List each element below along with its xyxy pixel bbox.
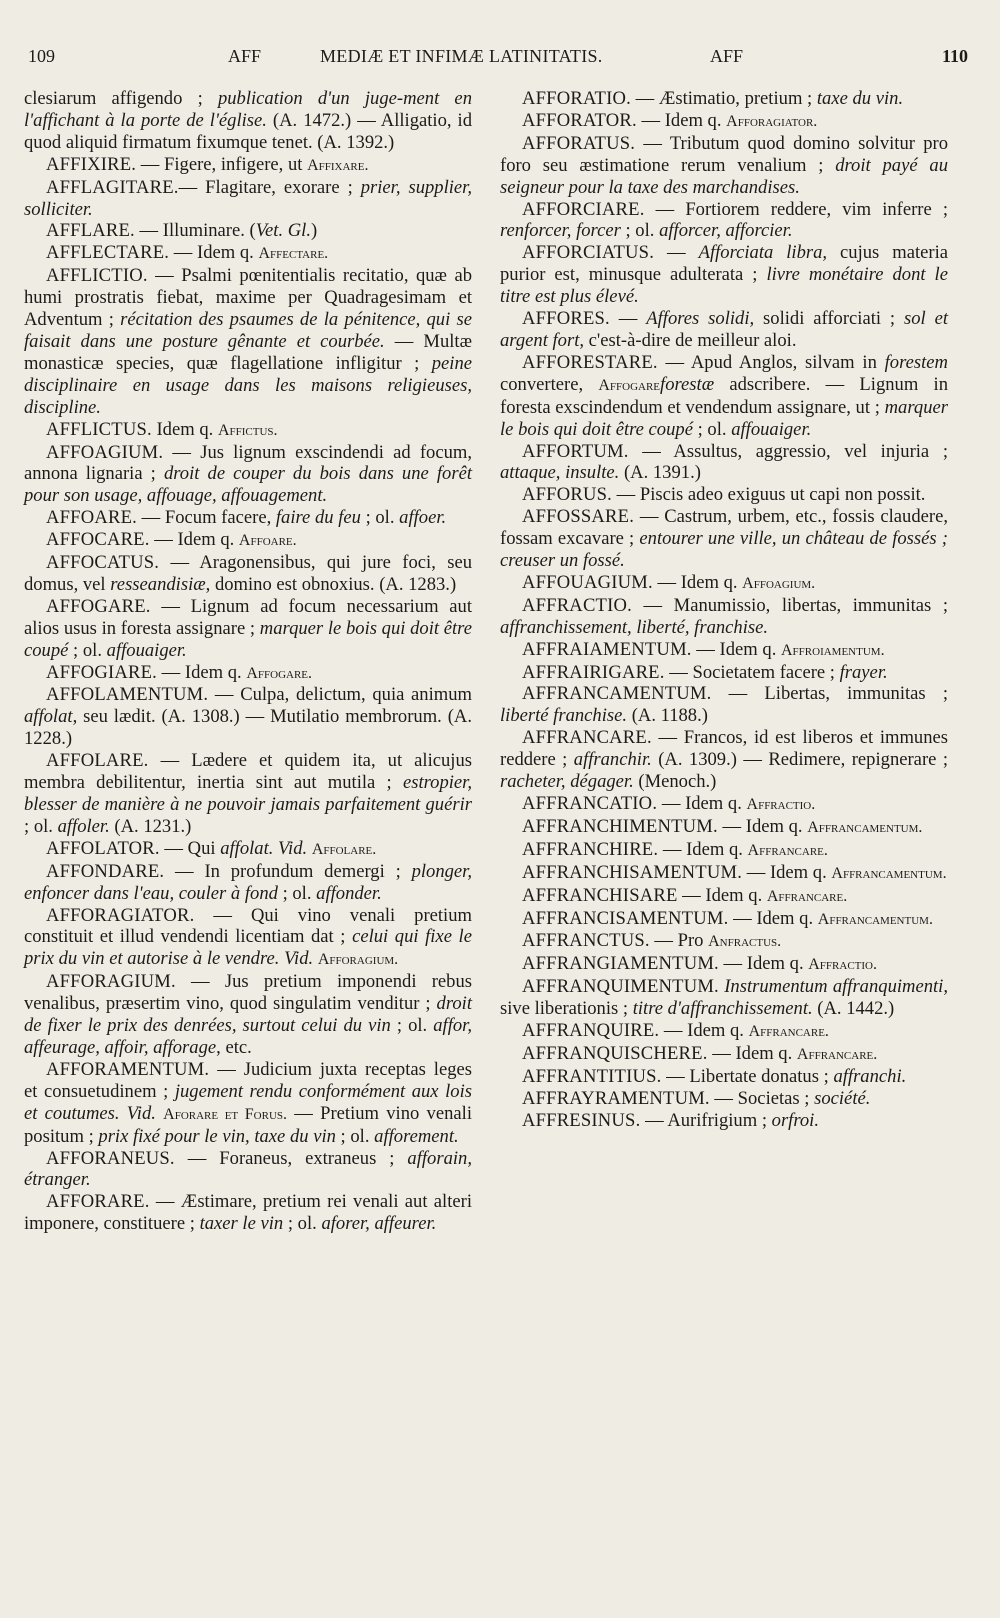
headword: AFFRANTITIUS. [522, 1065, 662, 1087]
headword: AFFOGARE. [46, 595, 151, 617]
dictionary-entry [500, 133, 948, 199]
definition-text: (A. 1442.) [812, 998, 895, 1020]
french-gloss: racheter, dégager. [500, 771, 634, 793]
french-gloss: afforement. [374, 1125, 459, 1147]
definition-text: — Pro [649, 930, 709, 952]
definition-text: solidi afforciati ; [754, 308, 904, 330]
headword: AFFRAIRIGARE. [522, 661, 665, 683]
french-gloss: droit payé au seigneur pour la taxe des marchandises. [500, 154, 948, 198]
french-gloss: marquer le bois qui doit être coupé [24, 617, 472, 661]
cross-reference: Affrancare. [796, 1045, 878, 1063]
dictionary-entry [24, 684, 472, 750]
definition-text: ; ol. [283, 1213, 322, 1235]
dictionary-entry [24, 1148, 472, 1192]
dictionary-entry [500, 1020, 948, 1043]
headword: AFFRANCHISARE [522, 884, 678, 906]
french-gloss: publication d'un juge-ment en l'affichant à la porte de l'église. [24, 88, 472, 131]
definition-text: — Apud Anglos, silvam in [657, 351, 885, 373]
headword: AFFORCIARE. [522, 198, 645, 220]
definition-text: ; ol. [335, 1125, 375, 1147]
headword: AFFOSSARE. [522, 506, 635, 528]
dictionary-entry [24, 265, 472, 418]
definition-text: — Idem q. [707, 1042, 797, 1064]
headword: AFFLECTARE. [46, 242, 170, 264]
dictionary-entry [500, 484, 948, 506]
french-gloss: titre d'affranchissement. [632, 998, 813, 1020]
dictionary-entry [500, 662, 948, 684]
dictionary-entry [500, 885, 948, 908]
dictionary-entry [24, 154, 472, 177]
definition-text: — Idem q. [636, 109, 727, 131]
cross-reference: Affrancamentum. [831, 864, 947, 882]
headword: AFFOAGIUM. [46, 441, 164, 463]
dictionary-entry [24, 419, 472, 442]
definition-text: — Psalmi pœnitentialis recitatio, quæ ab humi prostratis fiebat, maxime per Quadragesimam et Adventum ; [24, 265, 472, 331]
french-gloss: plonger, enfoncer dans l'eau, couler à fond [24, 860, 472, 904]
headword: AFFOCATUS. [46, 552, 160, 574]
headword: AFFOUAGIUM. [522, 571, 653, 593]
french-gloss: Affores solidi, [646, 308, 755, 330]
french-gloss: affranchi. [833, 1065, 907, 1087]
definition-text: — Lignum ad focum necessarium aut alios usus in foresta assignare ; [24, 595, 472, 639]
french-gloss: affor, affeurage, affoir, afforage [24, 1015, 472, 1058]
french-gloss: droit de fixer le prix des denrées, surtout celui du vin [24, 993, 472, 1037]
french-gloss: Afforciata libra, [698, 242, 828, 264]
french-gloss: jugement rendu conformément aux lois et coutumes. Vid. [24, 1080, 472, 1124]
headword: AFFOLAMENTUM. [46, 684, 209, 706]
french-gloss: attaque, insulte. [500, 462, 620, 484]
cross-reference: Affectare. [258, 245, 329, 263]
dictionary-entry [500, 572, 948, 595]
definition-text: — Idem q. [677, 884, 767, 906]
headword: AFFRANQUISCHERE. [522, 1042, 708, 1064]
french-gloss: récitation des psaumes de la pénitence, qui se faisait dans une posture gênante et courbée. [24, 309, 472, 352]
definition-text: , etc. [216, 1036, 252, 1058]
french-gloss: forestem [884, 351, 948, 373]
definition-text: ; ol. [24, 815, 58, 837]
headword: AFFRANCHIMENTUM. [522, 815, 718, 837]
headword: AFFORESTARE. [522, 351, 658, 373]
cross-reference: Affrancare. [747, 841, 828, 859]
definition-text: — Fortiorem reddere, vim inferre ; [644, 198, 948, 220]
headword: AFFORAMENTUM. [46, 1058, 210, 1080]
definition-text: ; ol. [390, 1015, 434, 1037]
headword: AFFRANCISAMENTUM. [522, 907, 729, 929]
french-gloss: afforain, étranger. [24, 1147, 472, 1191]
dictionary-entry [24, 861, 472, 905]
dictionary-entry [500, 1110, 948, 1132]
definition-text: — Idem q. [659, 1020, 749, 1042]
french-gloss: société. [814, 1087, 871, 1109]
cross-reference: Affolare. [311, 840, 377, 858]
dictionary-entry [24, 507, 472, 529]
definition-text: , seu lædit. (A. 1308.) — Mutilatio membrorum. (A. 1228.) [24, 706, 472, 750]
definition-text: adscribere. — Lignum in foresta exscindendum et vendendum assignare, ut [500, 373, 949, 418]
header-title: MEDIÆ ET INFIMÆ LATINITATIS. [320, 46, 603, 66]
headword: AFFORTUM. [522, 440, 629, 462]
headword: AFFLICTUS. [46, 418, 152, 440]
french-gloss: affranchir. [573, 749, 652, 771]
dictionary-entry [500, 1088, 948, 1110]
headword: AFFRANCAMENTUM. [522, 683, 712, 705]
headword: AFFORANEUS. [46, 1147, 175, 1169]
definition-text: — Æstimare, pretium rei venali aut alteri imponere, constituere ; [24, 1191, 472, 1235]
definition-text: ; ol. [692, 418, 732, 440]
cross-reference: Anfractus. [708, 933, 782, 951]
dictionary-entry [500, 953, 948, 976]
definition-text: — Manumissio, libertas, immunitas ; [631, 594, 948, 616]
headword: AFFLICTIO. [46, 265, 148, 287]
definition-text: — Lædere et quidem ita, ut alicujus membra debilitentur, inertia sint aut mutila ; [24, 750, 472, 794]
definition-text: — Aragonensibus, qui jure foci, seu domus, vel [24, 552, 472, 595]
french-gloss: forestæ [660, 373, 715, 395]
dictionary-entry [500, 930, 948, 953]
dictionary-entry [500, 199, 948, 243]
definition-text: — Idem q. [652, 571, 743, 593]
definition-text: (Menoch.) [633, 771, 717, 793]
french-gloss: taxe du vin. [816, 88, 904, 109]
definition-text: — Illuminare. ( [134, 220, 256, 242]
cross-reference: Affoagium. [742, 574, 816, 592]
headword: AFFRAYRAMENTUM. [522, 1087, 710, 1109]
french-gloss: estropier, blesser de manière à ne pouvoir jamais parfaitement guérir [24, 772, 472, 815]
dictionary-entry [24, 242, 472, 265]
dictionary-entry [500, 595, 948, 639]
headword: AFFONDARE. [46, 860, 165, 882]
headword: AFFOGIARE. [46, 661, 157, 683]
definition-text: clesiarum affigendo ; [24, 88, 218, 109]
dictionary-entry [500, 308, 948, 352]
header-keyword-left: AFF [228, 46, 262, 66]
definition-text: — Societas ; [709, 1087, 815, 1109]
cross-reference: Affrancamentum. [817, 910, 933, 928]
definition-text: — Idem q. [728, 907, 818, 929]
dictionary-entry [500, 976, 948, 1020]
dictionary-entry [500, 862, 948, 885]
right-column [500, 88, 948, 1132]
headword: AFFORATOR. [522, 109, 637, 131]
cross-reference: Affrancare. [748, 1023, 829, 1041]
french-gloss: affouaiger. [106, 639, 187, 661]
definition-text: — Figere, infigere, ut [136, 153, 308, 175]
definition-text: — [609, 308, 647, 330]
page-number-right: 110 [941, 46, 968, 66]
dictionary-entry [500, 839, 948, 862]
definition-text: — Culpa, delictum, quia animum [208, 684, 472, 706]
dictionary-entry [500, 441, 948, 485]
headword: AFFIXIRE. [46, 153, 137, 175]
headword: AFFORCIATUS. [522, 242, 655, 264]
dictionary-entry [24, 971, 472, 1059]
cross-reference: Affixare. [307, 156, 369, 174]
definition-text: — Jus pretium imponendi rebus venalibus, præsertim vino, quod singulatim venditur ; [24, 971, 472, 1015]
cross-reference: Aforare et Forus. [163, 1105, 288, 1123]
cross-reference: Affrancare. [766, 887, 848, 905]
dictionary-entry [500, 352, 948, 441]
headword: AFFRANCHISAMENTUM. [522, 861, 743, 883]
headword: AFFOLARE. [46, 750, 149, 772]
french-gloss: orfroi. [771, 1109, 819, 1131]
headword: AFFRANCATIO. [522, 793, 658, 814]
headword: AFFRESINUS. [522, 1109, 641, 1131]
french-gloss: marquer le bois qui doit être coupé [500, 396, 948, 440]
headword: AFFORUS. [522, 484, 612, 506]
definition-text: ; ol. [277, 882, 317, 904]
definition-text: — Assultus, aggressio, vel injuria ; [628, 440, 948, 462]
headword: AFFORATIO. [522, 88, 631, 109]
dictionary-entry [24, 838, 472, 861]
definition-text: — Jus lignum exscindendi ad focum, annona lignaria ; [24, 441, 472, 485]
headword: AFFORAGIATOR. [46, 904, 195, 926]
definition-text: Idem q. [151, 418, 218, 440]
french-gloss: prix fixé pour le vin, taxe du vin [98, 1125, 336, 1147]
headword: AFFRANCHIRE. [522, 838, 659, 860]
definition-text: c'est-à-dire de meilleur aloi. [584, 329, 797, 351]
french-gloss: affolat [24, 706, 73, 728]
french-gloss: droit de couper du bois dans une forêt pour son usage, affouage, affouagement. [24, 463, 472, 507]
headword: AFFRACTIO. [522, 594, 632, 616]
definition-text: — Libertate donatus ; [661, 1065, 834, 1087]
cross-reference: Affogare. [246, 664, 313, 682]
headword: AFFLAGITARE. [46, 176, 179, 198]
definition-text: — Æstimatio, pretium ; [630, 88, 817, 109]
definition-text: — Idem q. [691, 638, 781, 660]
definition-text: — Foraneus, extraneus ; [174, 1147, 408, 1169]
dictionary-entry [24, 750, 472, 838]
dictionary-entry [500, 683, 948, 727]
dictionary-entry [24, 1191, 472, 1235]
dictionary-entry [24, 177, 472, 221]
french-gloss: affonder. [316, 882, 382, 904]
dictionary-entry [24, 905, 472, 972]
definition-text: (A. 1188.) [627, 705, 708, 727]
definition-text: — Multæ monasticæ species, quæ flagellatione infligitur ; [24, 330, 472, 374]
dictionary-entry [500, 1043, 948, 1066]
cross-reference: Affictus. [217, 421, 278, 439]
left-column [24, 88, 472, 1235]
definition-text: , domino est obnoxius. (A. 1283.) [205, 573, 457, 595]
definition-text: — Qui vino venali pretium constituit et illud vendendi licentiam dat ; [24, 904, 472, 948]
headword: AFFOCARE. [46, 529, 150, 551]
definition-text: — Qui [159, 837, 221, 859]
definition-text: — Idem q. [717, 815, 808, 837]
definition-text: — Idem q. [658, 838, 748, 860]
dictionary-entry [500, 110, 948, 133]
dictionary-entry [500, 242, 948, 308]
headword: AFFOLATOR. [46, 837, 160, 859]
cross-reference: Afforagium. [317, 951, 399, 969]
running-header [28, 46, 968, 76]
cross-reference: Affractio. [746, 796, 816, 813]
cross-reference: Affractio. [808, 956, 877, 974]
definition-text: — Libertas, immunitas ; [711, 683, 948, 705]
definition-text: — Castrum, urbem, etc., fossis claudere, fossam excavare ; [500, 506, 948, 550]
dictionary-entry [500, 816, 948, 839]
french-gloss: peine disciplinaire en usage dans les maisons religieuses, discipline. [24, 352, 472, 418]
headword: AFFORARE. [46, 1191, 150, 1213]
french-gloss: sol et argent fort, [500, 308, 948, 351]
definition-text: ; ol. [68, 639, 107, 661]
french-gloss: affoer. [399, 507, 447, 529]
definition-text: — In profundum demergi ; [164, 860, 412, 882]
headword: AFFORAGIUM. [46, 971, 176, 993]
french-gloss: prier, supplier, solliciter. [24, 176, 472, 220]
definition-text: — Idem q. [742, 861, 832, 883]
french-gloss: liberté franchise. [500, 705, 628, 727]
definition-text: sive liberationis ; [500, 998, 633, 1020]
definition-text: — Idem q. [657, 793, 747, 814]
definition-text: cujus materia purior est, minusque adulterata ; [500, 242, 948, 286]
dictionary-entry [500, 793, 948, 816]
definition-text: — Idem q. [169, 242, 259, 264]
page-number-left: 109 [28, 46, 55, 66]
definition-text: — Piscis adeo exiguus ut capi non possit. [611, 484, 926, 506]
dictionary-entry [24, 442, 472, 508]
definition-text: — Idem q. [718, 953, 809, 975]
dictionary-entry [24, 662, 472, 685]
headword: AFFOARE. [46, 507, 137, 529]
dictionary-entry [24, 88, 472, 154]
french-gloss: aforer, affeurer. [321, 1213, 437, 1235]
headword: AFFRANCARE. [522, 727, 652, 749]
definition-text: (A. 1472.) — Alligatio, id quod aliquid firmatum fixumque tenet. (A. 1392.) [24, 109, 472, 153]
dictionary-entry [500, 1066, 948, 1088]
definition-text: — Judicium juxta receptas leges et consuetudinem ; [24, 1058, 472, 1102]
french-gloss: resseandisiæ [110, 573, 206, 595]
french-gloss: celui qui fixe le prix du vin et autorise à le vendre. Vid. [24, 926, 472, 970]
definition-text: ) [311, 220, 318, 242]
cross-reference: Affrancamentum. [807, 818, 923, 836]
french-gloss: afforcer, afforcier. [659, 220, 793, 242]
header-keyword-right: AFF [710, 46, 744, 66]
french-gloss: affolat. Vid. [220, 837, 308, 859]
french-gloss: entourer une ville, un château de fossés ; creuser un fossé. [500, 528, 948, 572]
dictionary-entry [24, 552, 472, 596]
definition-text: — Francos, id est liberos et immunes reddere ; [500, 727, 948, 771]
french-gloss: frayer. [839, 661, 888, 683]
dictionary-entry [500, 639, 948, 662]
french-gloss: affoler. [57, 815, 110, 837]
french-gloss: faire du feu [275, 507, 361, 529]
definition-text: — Tributum quod domino solvitur pro foro seu æstimatione rerum venalium ; [500, 132, 948, 176]
dictionary-entry [24, 596, 472, 662]
cross-reference: Afforagiator. [726, 112, 818, 130]
definition-text: convertere, [500, 373, 599, 395]
headword: AFFRANQUIMENTUM. [522, 976, 719, 998]
dictionary-entry [500, 506, 948, 572]
french-gloss: livre monétaire dont le titre est plus élevé. [500, 264, 948, 308]
dictionary-entry [500, 908, 948, 931]
headword: AFFORES. [522, 308, 610, 330]
dictionary-entry [24, 220, 472, 242]
french-gloss: taxer le vin [199, 1213, 284, 1235]
definition-text: (A. 1309.) — Redimere, repignerare ; [651, 749, 948, 771]
definition-text: — Flagitare, exorare ; [178, 176, 361, 198]
headword: AFFRANGIAMENTUM. [522, 953, 719, 975]
headword: AFFLARE. [46, 220, 135, 242]
definition-text: ; ol. [360, 507, 400, 529]
french-gloss: affouaiger. [731, 418, 812, 440]
headword: AFFORATUS. [522, 132, 636, 154]
french-gloss: Instrumentum affranquimenti, [724, 976, 948, 998]
definition-text: — Societatem facere ; [664, 661, 840, 683]
headword: AFFRANQUIRE. [522, 1020, 660, 1042]
definition-text: (A. 1391.) [619, 462, 701, 484]
definition-text: ; [874, 396, 885, 418]
cross-reference: Affroiamentum. [781, 641, 885, 659]
dictionary-entry [500, 88, 948, 110]
definition-text: ; ol. [620, 220, 660, 242]
dictionary-entry [24, 529, 472, 552]
french-gloss: renforcer, forcer [500, 220, 621, 242]
definition-text: (A. 1231.) [109, 815, 192, 837]
french-gloss: Vet. Gl. [255, 220, 311, 242]
definition-text: — Focum facere, [136, 507, 276, 529]
dictionary-entry [24, 1059, 472, 1148]
definition-text: — [654, 242, 699, 264]
definition-text: — Idem q. [157, 661, 247, 683]
definition-text: — Aurifrigium ; [640, 1109, 772, 1131]
french-gloss: affranchissement, liberté, franchise. [500, 616, 769, 638]
cross-reference: Affoare. [238, 532, 297, 550]
definition-text: — Pretium vino venali positum ; [24, 1102, 472, 1147]
definition-text: — Idem q. [149, 529, 239, 551]
headword: AFFRAIAMENTUM. [522, 638, 692, 660]
headword: AFFRANCTUS. [522, 930, 650, 952]
dictionary-entry [500, 727, 948, 793]
cross-reference: Affogare [598, 376, 661, 394]
